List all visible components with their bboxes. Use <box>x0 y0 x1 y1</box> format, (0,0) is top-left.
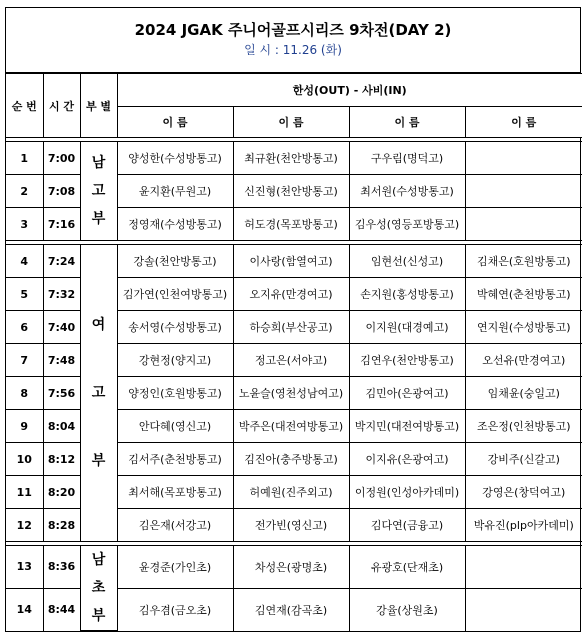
course-header: 한성(OUT) - 사비(IN) <box>117 74 582 107</box>
col-header-time: 시 간 <box>43 74 80 138</box>
player-slot-1: 송서영(수성방통고) <box>117 311 233 344</box>
player-slot-1: 강현정(양지고) <box>117 344 233 377</box>
player-slot-1: 김가연(인천여방통고) <box>117 278 233 311</box>
player-slot-1: 최서해(목포방통고) <box>117 476 233 509</box>
col-header-name-1: 이 름 <box>117 107 233 138</box>
player-slot-4 <box>465 208 582 241</box>
tee-time: 7:08 <box>43 175 80 208</box>
player-slot-2: 박주은(대전여방통고) <box>233 410 349 443</box>
player-slot-3: 김다연(금융고) <box>349 509 465 542</box>
player-slot-2: 노윤슬(영천성남여고) <box>233 377 349 410</box>
division-boys-high <box>80 142 117 241</box>
player-slot-2: 전가빈(영신고) <box>233 509 349 542</box>
player-slot-2: 이사랑(함열여고) <box>233 245 349 278</box>
event-title: 2024 JGAK 주니어골프시리즈 9차전(DAY 2) <box>134 21 452 39</box>
tee-time: 7:56 <box>43 377 80 410</box>
row-number: 4 <box>6 245 43 278</box>
player-slot-1: 양정인(호원방통고) <box>117 377 233 410</box>
player-slot-4: 강영은(창덕여고) <box>465 476 582 509</box>
division-char: 여 <box>91 317 106 333</box>
row-number: 13 <box>6 546 43 589</box>
tee-time: 7:48 <box>43 344 80 377</box>
row-number: 5 <box>6 278 43 311</box>
player-slot-3: 손지원(홍성방통고) <box>349 278 465 311</box>
header-row-1 <box>6 74 582 107</box>
row-number: 7 <box>6 344 43 377</box>
player-slot-1: 김은재(서강고) <box>117 509 233 542</box>
player-slot-2: 김연재(감곡초) <box>233 588 349 631</box>
row-number: 14 <box>6 588 43 631</box>
player-slot-3: 이지유(은광여고) <box>349 443 465 476</box>
player-slot-2: 오지유(만경여고) <box>233 278 349 311</box>
player-slot-2: 허도경(목포방통고) <box>233 208 349 241</box>
player-slot-2: 김진아(충주방통고) <box>233 443 349 476</box>
division-char: 남 <box>91 155 106 171</box>
player-slot-3: 유광호(단재초) <box>349 546 465 589</box>
player-slot-2: 최규환(천안방통고) <box>233 142 349 175</box>
pairing-table <box>6 73 582 631</box>
division-boys-elem <box>80 546 117 631</box>
row-number: 1 <box>6 142 43 175</box>
tee-time: 8:12 <box>43 443 80 476</box>
tee-time: 7:40 <box>43 311 80 344</box>
tee-time: 7:16 <box>43 208 80 241</box>
player-slot-2: 정고은(서야고) <box>233 344 349 377</box>
tee-time: 7:00 <box>43 142 80 175</box>
division-char: 부 <box>91 453 106 469</box>
player-slot-2: 하승희(부산공고) <box>233 311 349 344</box>
player-slot-4 <box>465 588 582 631</box>
row-number: 10 <box>6 443 43 476</box>
player-slot-1: 윤지환(무원고) <box>117 175 233 208</box>
player-slot-2: 차성은(광명초) <box>233 546 349 589</box>
row-number: 11 <box>6 476 43 509</box>
col-header-name-2: 이 름 <box>233 107 349 138</box>
player-slot-3: 강율(상원초) <box>349 588 465 631</box>
tee-time: 8:20 <box>43 476 80 509</box>
row-number: 3 <box>6 208 43 241</box>
player-slot-3: 이지원(대경예고) <box>349 311 465 344</box>
player-slot-4 <box>465 546 582 589</box>
player-slot-3: 김우성(영등포방통고) <box>349 208 465 241</box>
player-slot-4: 오선유(만경여고) <box>465 344 582 377</box>
player-slot-3: 이정원(인성아카데미) <box>349 476 465 509</box>
row-number: 6 <box>6 311 43 344</box>
division-girls <box>80 245 117 542</box>
player-slot-3: 최서원(수성방통고) <box>349 175 465 208</box>
row-number: 12 <box>6 509 43 542</box>
tee-time: 8:04 <box>43 410 80 443</box>
event-date: 일 시 : 11.26 (화) <box>244 43 342 57</box>
tee-time: 7:32 <box>43 278 80 311</box>
player-slot-4: 박유진(plp아카데미) <box>465 509 582 542</box>
col-header-name-4: 이 름 <box>465 107 582 138</box>
row-number: 8 <box>6 377 43 410</box>
player-slot-3: 임현선(신성고) <box>349 245 465 278</box>
player-slot-4: 조은정(인천방통고) <box>465 410 582 443</box>
player-slot-1: 정영재(수성방통고) <box>117 208 233 241</box>
division-char: 부 <box>91 608 106 624</box>
table-row <box>6 546 582 589</box>
tee-time: 8:44 <box>43 588 80 631</box>
tee-time: 7:24 <box>43 245 80 278</box>
player-slot-3: 김연우(천안방통고) <box>349 344 465 377</box>
player-slot-1: 강솔(천안방통고) <box>117 245 233 278</box>
table-row <box>6 142 582 175</box>
row-number: 2 <box>6 175 43 208</box>
tee-time: 8:36 <box>43 546 80 589</box>
col-header-name-3: 이 름 <box>349 107 465 138</box>
player-slot-3: 구우림(명덕고) <box>349 142 465 175</box>
player-slot-1: 김우겸(금오초) <box>117 588 233 631</box>
table-row <box>6 245 582 278</box>
player-slot-3: 김민아(은광여고) <box>349 377 465 410</box>
division-char: 고 <box>91 183 106 199</box>
division-char: 남 <box>91 552 106 568</box>
player-slot-2: 신진형(천안방통고) <box>233 175 349 208</box>
division-char: 고 <box>91 385 106 401</box>
player-slot-4 <box>465 142 582 175</box>
tee-time: 8:28 <box>43 509 80 542</box>
player-slot-1: 윤경준(가인초) <box>117 546 233 589</box>
player-slot-4 <box>465 175 582 208</box>
player-slot-4: 김채은(호원방통고) <box>465 245 582 278</box>
col-header-division: 부 별 <box>80 74 117 138</box>
player-slot-1: 김서주(춘천방통고) <box>117 443 233 476</box>
player-slot-1: 안다혜(영신고) <box>117 410 233 443</box>
pairing-sheet <box>5 7 581 632</box>
player-slot-4: 임채윤(숭일고) <box>465 377 582 410</box>
player-slot-4: 강비주(신갈고) <box>465 443 582 476</box>
sheet-header <box>6 8 580 73</box>
division-char: 초 <box>91 580 106 596</box>
player-slot-2: 허예원(진주외고) <box>233 476 349 509</box>
player-slot-4: 박혜연(춘천방통고) <box>465 278 582 311</box>
row-number: 9 <box>6 410 43 443</box>
division-char: 부 <box>91 211 106 227</box>
col-header-no: 순 번 <box>6 74 43 138</box>
player-slot-3: 박지민(대전여방통고) <box>349 410 465 443</box>
player-slot-1: 양성한(수성방통고) <box>117 142 233 175</box>
player-slot-4: 연지원(수성방통고) <box>465 311 582 344</box>
